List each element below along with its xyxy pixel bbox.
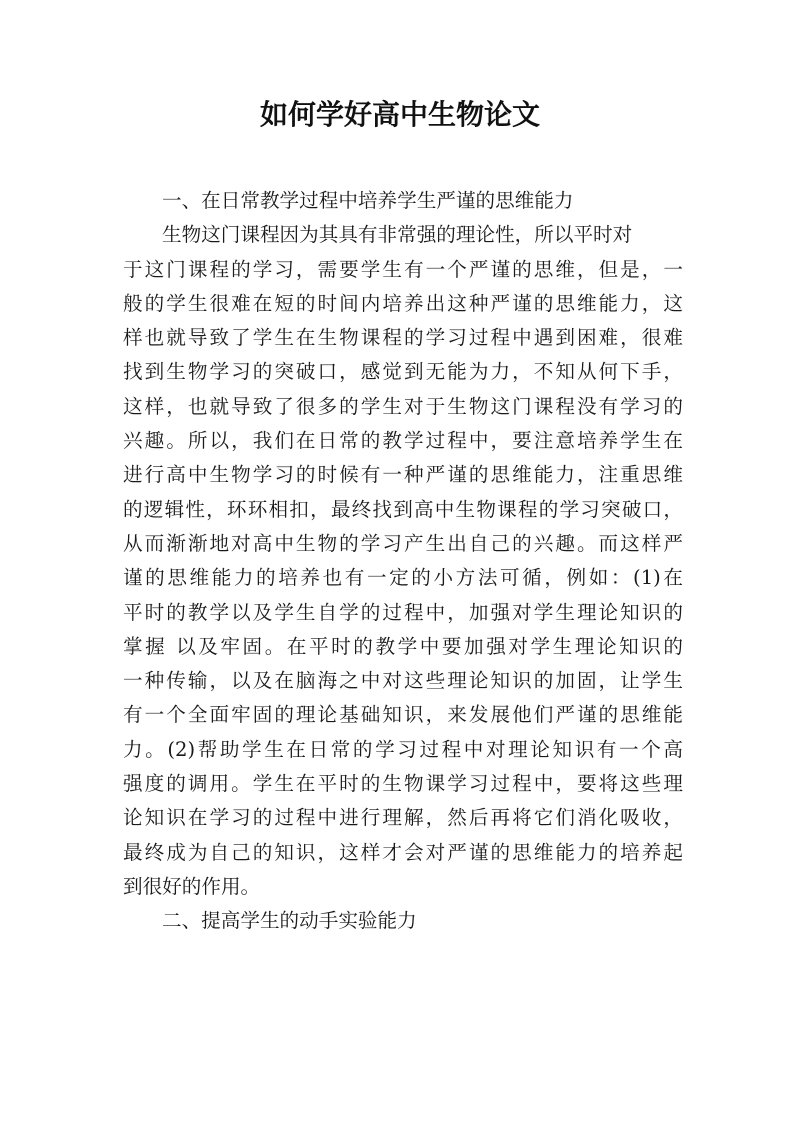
paragraph-line: 平时的教学以及学生自学的过程中，加强对学生理论知识的 bbox=[123, 600, 683, 624]
paragraph-line: 从而渐渐地对高中生物的学习产生出自己的兴趣。而这样严 bbox=[123, 531, 683, 555]
section-heading-1: 一、在日常教学过程中培养学生严谨的思维能力 bbox=[162, 189, 574, 212]
paragraph-line: 到很好的作用。 bbox=[123, 874, 261, 898]
paragraph-line: 有一个全面牢固的理论基础知识，来发展他们严谨的思维能 bbox=[123, 703, 683, 727]
paragraph-line: 的逻辑性，环环相扣，最终找到高中生物课程的学习突破口， bbox=[123, 497, 683, 521]
document-body bbox=[123, 184, 683, 939]
paragraph-line: 找到生物学习的突破口，感觉到无能为力，不知从何下手， bbox=[123, 360, 683, 384]
paragraph-line: 力。(2)帮助学生在日常的学习过程中对理论知识有一个高 bbox=[123, 737, 683, 761]
paragraph-line: 掌握 以及牢固。在平时的教学中要加强对学生理论知识的 bbox=[123, 634, 683, 658]
paragraph-line: 进行高中生物学习的时候有一种严谨的思维能力，注重思维 bbox=[123, 463, 683, 487]
paragraph-1 bbox=[123, 218, 683, 904]
paragraph-line: 于这门课程的学习，需要学生有一个严谨的思维，但是，一 bbox=[123, 257, 683, 281]
paragraph-line: 生物这门课程因为其具有非常强的理论性，所以平时对 bbox=[162, 223, 633, 247]
paragraph-line: 最终成为自己的知识，这样才会对严谨的思维能力的培养起 bbox=[123, 840, 683, 864]
paragraph-line: 谨的思维能力的培养也有一定的小方法可循，例如：(1)在 bbox=[123, 566, 683, 590]
section-heading-2: 二、提高学生的动手实验能力 bbox=[162, 909, 417, 933]
paragraph-line: 论知识在学习的过程中进行理解，然后再将它们消化吸收， bbox=[123, 806, 683, 830]
paragraph-line: 一种传输，以及在脑海之中对这些理论知识的加固，让学生 bbox=[123, 669, 683, 693]
paragraph-line: 兴趣。所以，我们在日常的教学过程中，要注意培养学生在 bbox=[123, 429, 683, 453]
paragraph-line: 这样，也就导致了很多的学生对于生物这门课程没有学习的 bbox=[123, 394, 683, 418]
page-title: 如何学好高中生物论文 bbox=[259, 98, 540, 131]
paragraph-line: 强度的调用。学生在平时的生物课学习过程中，要将这些理 bbox=[123, 772, 683, 796]
paragraph-line: 样也就导致了学生在生物课程的学习过程中遇到困难，很难 bbox=[123, 326, 683, 350]
paragraph-line: 般的学生很难在短的时间内培养出这种严谨的思维能力，这 bbox=[123, 291, 683, 315]
